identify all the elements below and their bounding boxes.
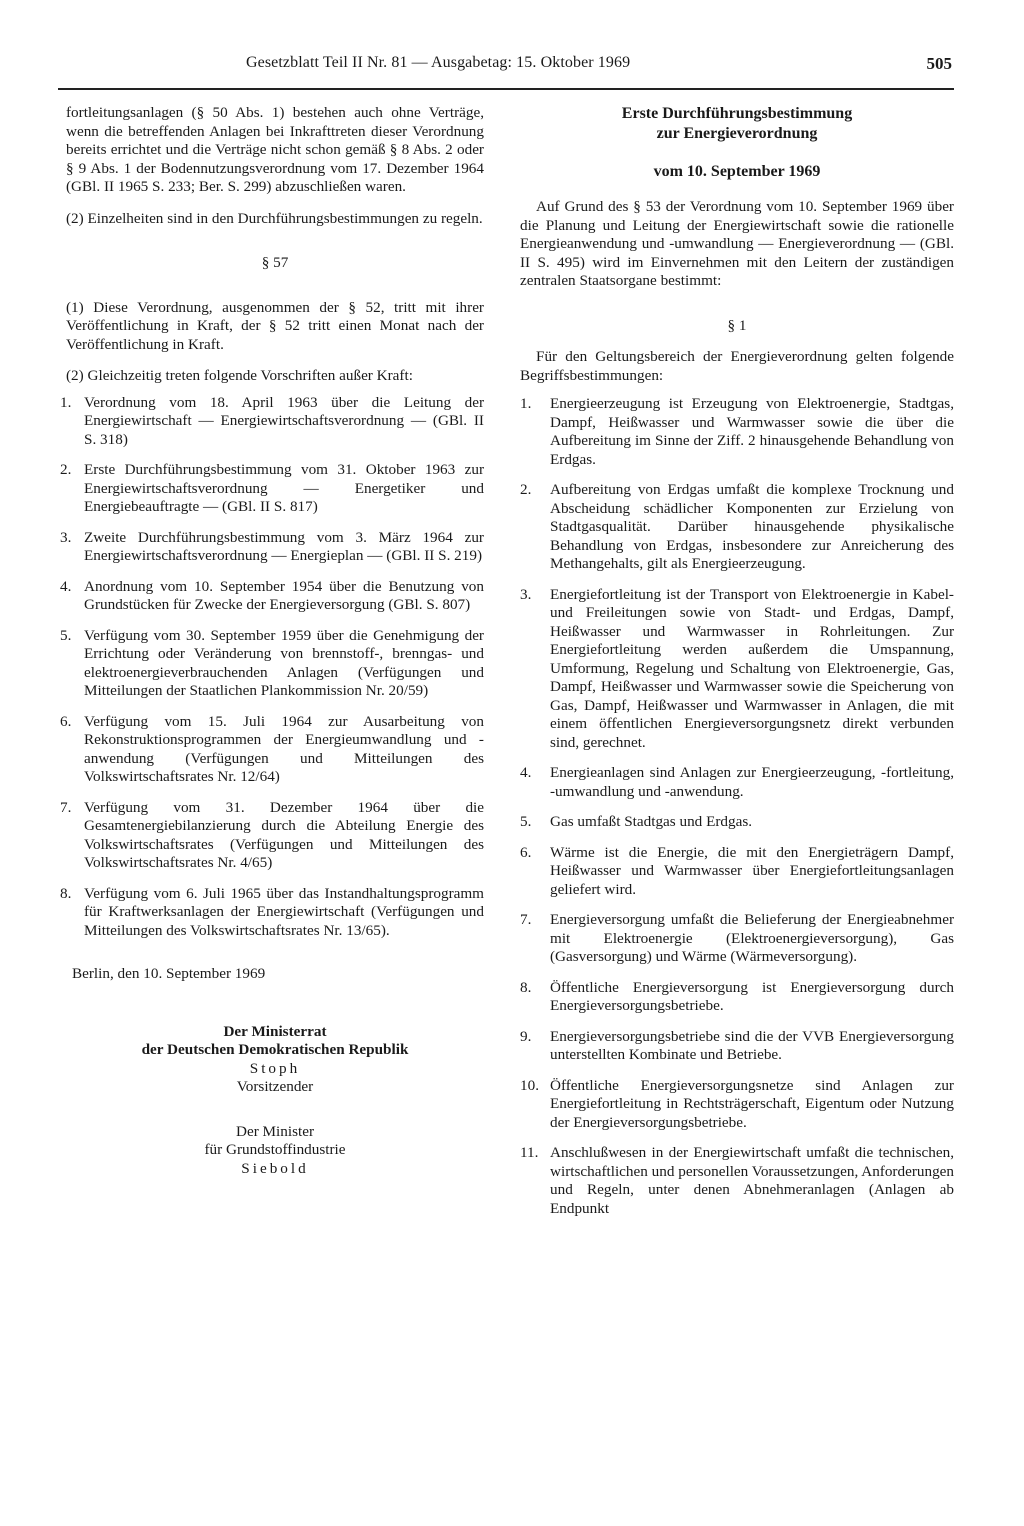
document-date: vom 10. September 1969	[653, 163, 821, 180]
header-rule	[58, 88, 954, 90]
signature-name-siebold: Siebold	[241, 1159, 309, 1177]
section-heading-1: § 1	[727, 316, 747, 334]
document-title-line-2: zur Energieverordnung	[656, 125, 818, 142]
section-heading-57: § 57	[261, 254, 289, 271]
list-item: 8. Verfügung vom 6. Juli 1965 über das Instandhaltungsprogramm für Kraftwerksanlagen der Energiewirtschaft (Verfügungen und Mitteilungen des Volkswirtschaftsrates Nr. 13/65).	[60, 884, 484, 939]
page-header	[58, 54, 952, 80]
signature-minister-line-2: für Grundstoffindustrie	[204, 1141, 346, 1158]
list-item: 7. Energieversorgung umfaßt die Belieferung der Energieabnehmer mit Elektroenergie (Elektroenergieversorgung), Gas (Gasversorgung) und Wärme (Wärmeversorgung).	[520, 911, 954, 965]
list-item: 11. Anschlußwesen in der Energiewirtschaft umfaßt die technischen, wirtschaftlichen und personellen Voraussetzungen, Anforderungen und Regeln, unter denen Abnehmeranlagen (Anlagen ab Endpunkt	[520, 1144, 954, 1217]
list-item: 7. Verfügung vom 31. Dezember 1964 über die Gesamtenergiebilanzierung durch die Abteilung Energie des Volkswirtschaftsrates (Verfügungen und Mitteilungen des Volkswirtschaftsrates Nr. 4/65)	[60, 798, 484, 871]
header-title: Gesetzblatt Teil II Nr. 81 — Ausgabetag: 15. Oktober 1969	[246, 54, 631, 71]
list-item: 5. Verfügung vom 30. September 1959 über die Genehmigung der Errichtung oder Veränderung von brennstoff-, brenngas- und elektroenergieverbrauchenden Anlagen (Verfügungen und Mitteilungen der Staatlichen Plankommission Nr. 20/59)	[60, 626, 484, 699]
signature-minister-line-1: Der Minister	[235, 1122, 315, 1140]
signature-org-line-2: der Deutschen Demokratischen Republik	[141, 1041, 409, 1058]
list-item: 4. Energieanlagen sind Anlagen zur Energieerzeugung, -fortleitung, -umwandlung und -anwendung.	[520, 764, 954, 800]
list-item: 10. Öffentliche Energieversorgungsnetze sind Anlagen zur Energiefortleitung in Rechtsträgerschaft, Eigentum oder Nutzung der Energieversorgungsbetriebe.	[520, 1076, 954, 1131]
left-paragraph-2: (2) Einzelheiten sind in den Durchführungsbestimmungen zu regeln.	[66, 209, 483, 227]
left-paragraph-3: (1) Diese Verordnung, ausgenommen der § 52, tritt mit ihrer Veröffentlichung in Kraft, der § 52 tritt einen Monat nach der Veröffentlichung in Kraft.	[66, 298, 484, 353]
list-item: 9. Energieversorgungsbetriebe sind die der VVB Energieversorgung unterstellten Kombinate und Betriebe.	[520, 1027, 954, 1063]
signature-name-stoph: Stoph	[249, 1059, 301, 1077]
left-paragraph-4: (2) Gleichzeitig treten folgende Vorschriften außer Kraft:	[66, 367, 413, 384]
list-item: 1. Verordnung vom 18. April 1963 über die Leitung der Energiewirtschaft — Energiewirtschaftsverordnung — (GBl. II S. 318)	[60, 393, 484, 448]
repealed-regulations-list	[60, 393, 484, 941]
place-date: Berlin, den 10. September 1969	[72, 965, 266, 982]
list-item: 1. Energieerzeugung ist Erzeugung von Elektroenergie, Stadtgas, Dampf, Heißwasser und Warmwasser sowie die über die Aufbereitung im Sinne der Ziff. 2 hinausgehende Behandlung von Erdgas.	[520, 395, 954, 468]
right-intro-paragraph: Auf Grund des § 53 der Verordnung vom 10. September 1969 über die Planung und Leitung der Energiewirtschaft sowie die rationelle Energieanwendung und -umwandlung — Energieverordnung — (GBl. II S. 495) wird im Einvernehmen mit den Leitern der zuständigen zentralen Staatsorgane bestimmt:	[520, 198, 954, 289]
page-number: 505	[926, 54, 952, 73]
definitions-lead: Für den Geltungsbereich der Energieverordnung gelten folgende Begriffsbestimmungen:	[520, 348, 954, 384]
definitions-list	[520, 395, 954, 1218]
signature-org-line-1: Der Ministerrat	[223, 1022, 327, 1040]
signature-role-chairman: Vorsitzender	[236, 1078, 314, 1095]
list-item: 3. Zweite Durchführungsbestimmung vom 3. März 1964 zur Energiewirtschaftsverordnung — Energieplan — (GBl. II S. 219)	[60, 528, 484, 564]
list-item: 2. Erste Durchführungsbestimmung vom 31. Oktober 1963 zur Energiewirtschaftsverordnung — Energetiker und Energiebeauftragte — (GBl. II S. 817)	[60, 461, 484, 515]
list-item: 2. Aufbereitung von Erdgas umfaßt die komplexe Trocknung und Abscheidung schädlicher Komponenten zur Erzielung von Stadtgasqualität. Darüber hinausgehende physikalische Behandlung von Erdgas, insbesondere zur Anreicherung des Methangehalts, gilt als Energieerzeugung.	[520, 481, 954, 572]
list-item: 6. Verfügung vom 15. Juli 1964 zur Ausarbeitung von Rekonstruktionsprogrammen der Energieumwandlung und -anwendung (Verfügungen und Mitteilungen des Volkswirtschaftsrates Nr. 12/64)	[60, 712, 484, 785]
list-item: 6. Wärme ist die Energie, die mit den Energieträgern Dampf, Heißwasser und Warmwasser über Energiefortleitungsanlagen geliefert wird.	[520, 843, 954, 898]
document-title-line-1: Erste Durchführungsbestimmung	[621, 105, 853, 122]
list-item: 8. Öffentliche Energieversorgung ist Energieversorgung durch Energieversorgungsbetriebe.	[520, 978, 954, 1014]
right-column	[520, 104, 954, 1230]
list-item: 3. Energiefortleitung ist der Transport von Elektroenergie in Kabel- und Freileitungen sowie von Stadt- und Erdgas, Dampf, Heißwasser und Warmwasser in Rohrleitungen. Zur Energiefortleitung werden außerdem die Umspannung, Umformung, Regelung und Schaltung von Elektroenergie, Gas, Dampf, Heißwasser und Warmwasser sowie die Speicherung von Gas, Dampf, Heißwasser und Warmwasser in Anlagen, die mit einem öffentlichen Energieversorgungsnetz direkt verbunden sind, gerechnet.	[520, 585, 954, 751]
left-intro-paragraph: fortleitungsanlagen (§ 50 Abs. 1) bestehen auch ohne Verträge, wenn die betreffenden Anlagen bei Inkrafttreten dieser Verordnung bereits errichtet und die Verträge nicht schon gemäß § 8 Abs. 2 oder § 9 Abs. 1 der Bodennutzungsverordnung vom 17. Dezember 1964 (GBl. II 1965 S. 233; Ber. S. 299) abzuschließen waren.	[66, 104, 484, 195]
list-item: 4. Anordnung vom 10. September 1954 über die Benutzung von Grundstücken für Zwecke der Energieversorgung (GBl. S. 807)	[60, 577, 484, 613]
left-column	[60, 104, 484, 1178]
list-item: 5. Gas umfaßt Stadtgas und Erdgas.	[520, 813, 753, 830]
